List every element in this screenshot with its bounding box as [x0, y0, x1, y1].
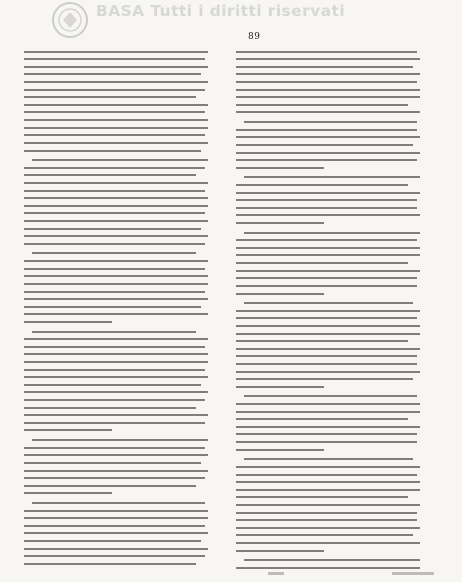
left-text-line	[24, 106, 205, 114]
left-text-line	[24, 207, 205, 215]
left-text-line	[24, 557, 196, 565]
left-text-line	[32, 247, 196, 255]
right-text-line	[236, 312, 417, 320]
right-text-line	[236, 380, 324, 388]
right-text-line	[236, 536, 420, 544]
left-text-line	[32, 496, 205, 504]
left-text-line	[24, 348, 208, 356]
left-text-line	[24, 121, 208, 129]
right-text-line	[236, 272, 417, 280]
right-text-line	[236, 131, 420, 139]
right-text-line	[236, 443, 324, 451]
right-text-line	[236, 123, 417, 131]
right-text-line	[236, 335, 408, 343]
right-text-line	[236, 234, 417, 242]
footer-mark	[392, 572, 434, 575]
right-text-line	[236, 460, 420, 468]
left-text-line	[24, 45, 208, 53]
right-text-line	[236, 178, 408, 186]
right-text-line	[236, 304, 420, 312]
right-text-line	[236, 216, 324, 224]
right-text-line	[236, 491, 408, 499]
watermark: BASA Tutti i diritti riservati	[96, 2, 346, 20]
left-text-line	[24, 378, 201, 386]
right-text-line	[236, 483, 420, 491]
left-text-line	[24, 214, 208, 222]
right-text-line	[236, 75, 417, 83]
left-text-line	[24, 424, 112, 432]
left-text-line	[24, 519, 205, 527]
left-text-line	[24, 300, 201, 308]
left-text-line	[24, 363, 205, 371]
right-text-line	[236, 194, 417, 202]
left-text-line	[24, 386, 208, 394]
right-text-line	[236, 544, 324, 552]
right-text-line	[244, 554, 420, 562]
left-text-line	[24, 449, 208, 457]
left-text-line	[24, 371, 208, 379]
right-text-line	[236, 279, 417, 287]
left-text-line	[24, 161, 205, 169]
right-text-line	[236, 98, 408, 106]
library-seal-icon	[50, 0, 90, 40]
left-text-line	[24, 169, 196, 177]
left-text-line	[24, 315, 112, 323]
right-text-line	[236, 373, 413, 381]
left-text-line	[24, 129, 205, 137]
right-text-line	[236, 91, 420, 99]
left-text-line	[24, 456, 201, 464]
left-text-line	[24, 355, 208, 363]
left-text-line	[24, 534, 201, 542]
right-text-line	[236, 405, 420, 413]
right-text-line	[236, 428, 417, 436]
right-text-line	[236, 327, 420, 335]
left-text-line	[24, 230, 208, 238]
left-text-line	[24, 401, 196, 409]
page-number: 89	[248, 32, 261, 42]
left-text-line	[24, 293, 208, 301]
left-text-line	[24, 270, 208, 278]
right-text-line	[236, 53, 420, 61]
left-text-line	[32, 325, 196, 333]
left-text-line	[24, 333, 208, 341]
right-text-line	[236, 45, 417, 53]
right-text-line	[244, 390, 417, 398]
right-text-line	[236, 138, 413, 146]
right-text-line	[244, 115, 417, 123]
left-text-line	[24, 136, 208, 144]
left-text-line	[24, 262, 205, 270]
right-text-line	[244, 171, 420, 179]
right-text-line	[236, 561, 420, 569]
left-text-line	[24, 98, 208, 106]
left-text-line	[24, 285, 205, 293]
left-text-line	[24, 91, 196, 99]
right-text-line	[236, 264, 420, 272]
left-text-line	[24, 441, 205, 449]
right-text-line	[236, 201, 417, 209]
right-text-line	[236, 435, 417, 443]
left-text-line	[24, 393, 205, 401]
right-text-line	[236, 476, 420, 484]
right-text-line	[236, 498, 420, 506]
left-text-line	[24, 237, 205, 245]
left-text-line	[24, 542, 208, 550]
left-text-line	[24, 550, 205, 558]
left-text-line	[24, 416, 205, 424]
left-text-line	[24, 75, 208, 83]
right-text-line	[236, 420, 420, 428]
right-text-line	[236, 468, 417, 476]
right-text-line	[236, 287, 324, 295]
right-text-line	[236, 60, 413, 68]
left-text-line	[24, 184, 205, 192]
right-text-line	[236, 256, 408, 264]
right-text-line	[236, 106, 420, 114]
left-text-line	[24, 176, 208, 184]
right-text-line	[236, 413, 408, 421]
right-text-line	[236, 397, 420, 405]
text-column-right	[236, 45, 420, 569]
left-text-line	[32, 154, 208, 162]
left-text-line	[24, 464, 208, 472]
left-text-line	[24, 479, 196, 487]
right-text-line	[244, 297, 413, 305]
right-text-line	[244, 226, 420, 234]
left-text-line	[24, 113, 208, 121]
left-text-line	[24, 277, 208, 285]
left-text-line	[24, 222, 201, 230]
left-text-line	[24, 192, 208, 200]
right-text-line	[236, 186, 420, 194]
footer-mark	[268, 572, 284, 575]
left-text-line	[24, 308, 208, 316]
right-text-line	[236, 161, 324, 169]
right-text-line	[236, 350, 417, 358]
right-text-line	[236, 249, 420, 257]
right-text-line	[236, 357, 417, 365]
left-text-line	[24, 527, 208, 535]
left-text-line	[24, 504, 208, 512]
right-text-line	[236, 209, 420, 217]
right-text-line	[236, 154, 417, 162]
left-text-line	[24, 53, 205, 61]
left-text-line	[24, 487, 112, 495]
left-text-line	[24, 68, 201, 76]
right-text-line	[236, 365, 420, 373]
left-text-line	[24, 472, 205, 480]
right-text-line	[236, 529, 413, 537]
right-text-line	[236, 514, 417, 522]
left-text-line	[24, 144, 201, 152]
left-text-line	[24, 340, 205, 348]
right-text-line	[236, 146, 420, 154]
left-text-line	[24, 409, 208, 417]
left-text-line	[24, 254, 208, 262]
right-text-line	[244, 453, 413, 461]
right-text-line	[236, 521, 420, 529]
right-text-line	[236, 83, 420, 91]
right-text-line	[236, 319, 420, 327]
right-text-line	[236, 342, 420, 350]
right-text-line	[236, 68, 420, 76]
right-text-line	[236, 506, 417, 514]
left-text-line	[24, 199, 208, 207]
left-text-line	[24, 83, 205, 91]
text-column-left	[24, 45, 208, 565]
left-text-line	[24, 60, 208, 68]
right-text-line	[236, 241, 420, 249]
left-text-line	[24, 512, 208, 520]
left-text-line	[32, 433, 208, 441]
